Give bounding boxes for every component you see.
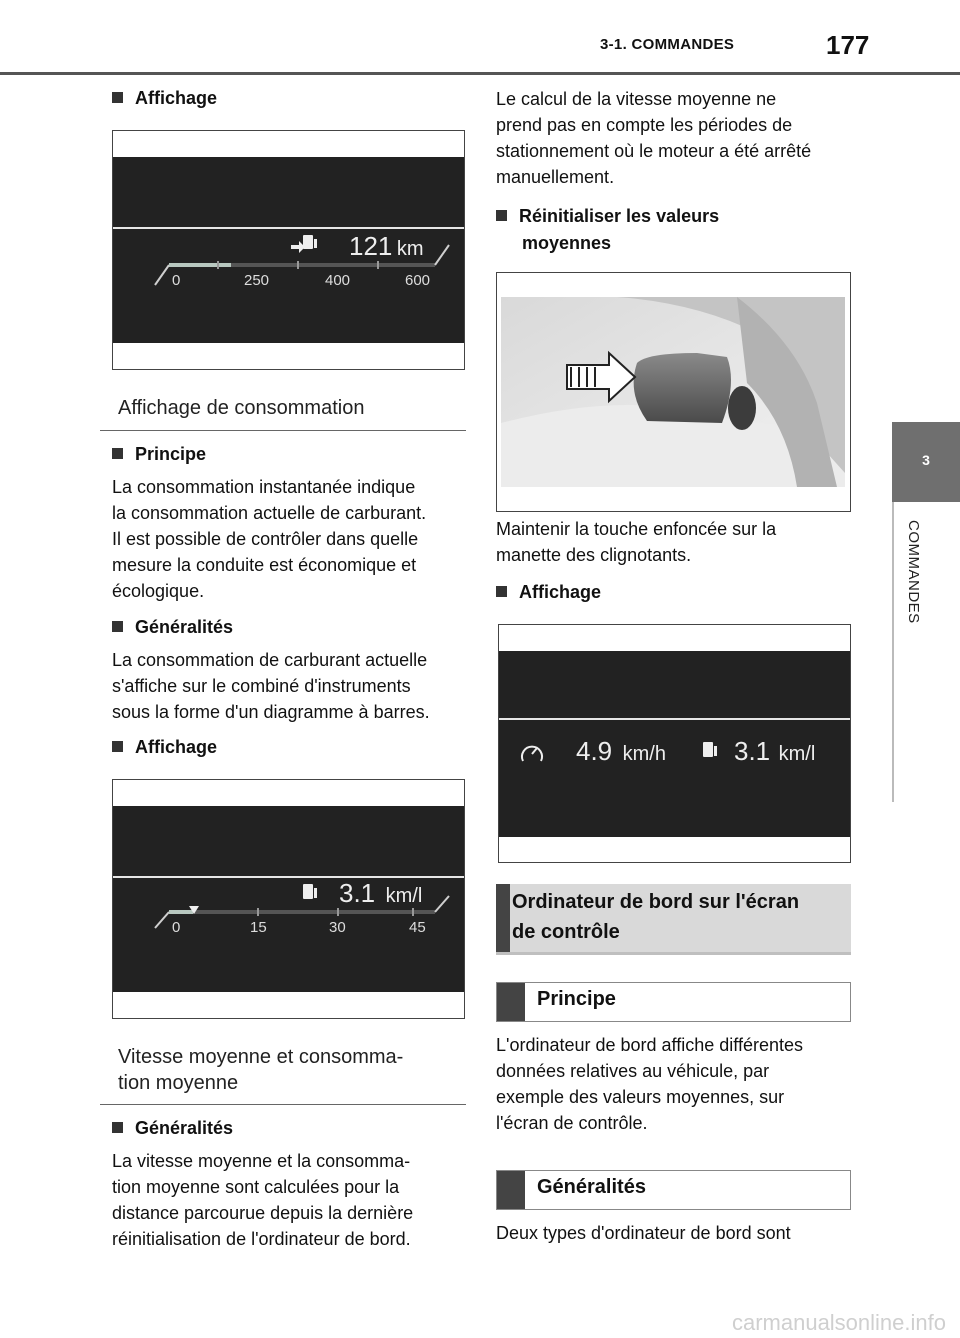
figure-turn-signal-stalk — [496, 272, 851, 512]
text-line: La vitesse moyenne et la consomma- — [112, 1151, 411, 1171]
heading-principe — [112, 444, 206, 465]
consumption-readout — [339, 878, 422, 909]
section-heading-ordinateur — [496, 884, 851, 955]
section-heading-text — [512, 887, 799, 947]
heading-text: Affichage — [135, 88, 218, 108]
text-line: la consommation actuelle de carburant. — [112, 503, 427, 523]
chapter-number: 3 — [922, 452, 930, 468]
text-line: Le calcul de la vitesse moyenne ne — [496, 89, 777, 109]
text-line: l'écran de contrôle. — [496, 1113, 648, 1133]
heading-generalites-1 — [112, 617, 233, 638]
tick-label: 0 — [172, 919, 181, 936]
stalk-illustration — [497, 273, 850, 511]
average-consumption-value: 3.1 — [734, 736, 771, 766]
average-speed-readout — [576, 736, 666, 767]
text-line: Maintenir la touche enfoncée sur la — [496, 519, 777, 539]
heading-text: Généralités — [135, 617, 234, 637]
bullet-square-icon — [112, 621, 123, 632]
tick-label: 15 — [250, 919, 267, 936]
average-consumption-unit: km/l — [778, 743, 816, 765]
caption-rule — [100, 1104, 466, 1105]
paragraph-ordinateur — [496, 1032, 866, 1136]
text-line: La consommation instantanée indique — [112, 477, 416, 497]
consumption-value: 3.1 — [339, 878, 376, 908]
text-line: Deux types d'ordinateur de bord sont — [496, 1223, 791, 1243]
text-line: tion moyenne sont calculées pour la — [112, 1177, 400, 1197]
fuel-arrow-icon — [291, 235, 317, 253]
heading-text: moyennes — [522, 233, 612, 253]
text-line: mesure la conduite est économique et — [112, 555, 417, 575]
caption-line: Vitesse moyenne et consomma- — [118, 1046, 404, 1068]
caption-line: tion moyenne — [118, 1072, 239, 1094]
text-line: manuellement. — [496, 167, 615, 187]
range-unit: km — [396, 238, 424, 260]
heading-bar — [497, 1171, 525, 1209]
subheading-text: Principe — [537, 988, 616, 1010]
heading-affichage-3 — [496, 582, 601, 603]
text-line: Il est possible de contrôler dans quelle — [112, 529, 419, 549]
paragraph-generalites-1 — [112, 647, 472, 725]
tick-label: 0 — [172, 272, 181, 289]
text-line: sous la forme d'un diagramme à barres. — [112, 702, 430, 722]
text-line: distance parcourue depuis la dernière — [112, 1203, 414, 1223]
heading-generalites-2 — [112, 1118, 233, 1139]
heading-text: Affichage — [135, 737, 218, 757]
heading-text: Réinitialiser les valeurs — [519, 206, 720, 226]
bullet-square-icon — [496, 586, 507, 597]
heading-reinitialiser — [496, 203, 719, 257]
heading-affichage-1 — [112, 88, 217, 109]
chapter-divider — [892, 502, 894, 802]
text-line: s'affiche sur le combiné d'instruments — [112, 676, 411, 696]
bullet-square-icon — [112, 448, 123, 459]
range-readout — [349, 231, 424, 262]
page-number: 177 — [826, 30, 870, 60]
text-line: stationnement où le moteur a été arrêté — [496, 141, 812, 161]
bullet-square-icon — [496, 210, 507, 221]
tick-label: 600 — [405, 272, 431, 289]
paragraph-principe — [112, 474, 472, 604]
figure-caption: Affichage de consommation — [118, 397, 365, 419]
average-speed-value: 4.9 — [576, 736, 613, 766]
speedometer-icon — [522, 747, 542, 761]
heading-line: de contrôle — [512, 921, 620, 943]
bullet-square-icon — [112, 92, 123, 103]
tick-label: 45 — [409, 919, 426, 936]
range-value: 121 — [349, 231, 393, 261]
bullet-square-icon — [112, 741, 123, 752]
heading-line: Ordinateur de bord sur l'écran — [512, 891, 800, 913]
figure-consumption-display — [112, 779, 465, 1019]
heading-bar — [497, 983, 525, 1021]
paragraph-calcul — [496, 86, 866, 190]
text-line: prend pas en compte les périodes de — [496, 115, 793, 135]
average-consumption-readout — [734, 736, 815, 767]
fuel-pump-icon — [303, 884, 317, 899]
paragraph-generalites-2 — [112, 1148, 472, 1252]
text-line: réinitialisation de l'ordinateur de bord. — [112, 1229, 411, 1249]
text-line: manette des clignotants. — [496, 545, 692, 565]
heading-affichage-2 — [112, 737, 217, 758]
text-line: La consommation de carburant actuelle — [112, 650, 428, 670]
subheading-principe — [496, 982, 851, 1022]
text-line: L'ordinateur de bord affiche différentes — [496, 1035, 803, 1055]
text-line: exemple des valeurs moyennes, sur — [496, 1087, 785, 1107]
figure-caption — [118, 1044, 403, 1096]
text-line: données relatives au véhicule, par — [496, 1061, 770, 1081]
tick-label: 250 — [244, 272, 270, 289]
average-speed-unit: km/h — [622, 743, 666, 765]
subheading-text: Généralités — [537, 1176, 646, 1198]
section-title: 3-1. COMMANDES — [600, 36, 735, 53]
tick-label: 400 — [325, 272, 351, 289]
header-rule — [0, 72, 960, 75]
chapter-label: COMMANDES — [905, 520, 922, 624]
caption-rule — [100, 430, 466, 431]
figure-range-display — [112, 130, 465, 370]
heading-text: Généralités — [135, 1118, 234, 1138]
paragraph-maintenir — [496, 516, 866, 568]
bullet-square-icon — [112, 1122, 123, 1133]
heading-text: Principe — [135, 444, 207, 464]
watermark: carmanualsonline.info — [731, 1310, 946, 1335]
text-line: écologique. — [112, 581, 205, 601]
subheading-generalites — [496, 1170, 851, 1210]
heading-text: Affichage — [519, 582, 602, 602]
figure-averages-display — [498, 624, 851, 863]
fuel-pump-icon — [703, 742, 717, 757]
heading-bar — [496, 884, 510, 952]
tick-label: 30 — [329, 919, 346, 936]
consumption-unit: km/l — [385, 885, 423, 907]
paragraph-deux-types — [496, 1220, 866, 1246]
